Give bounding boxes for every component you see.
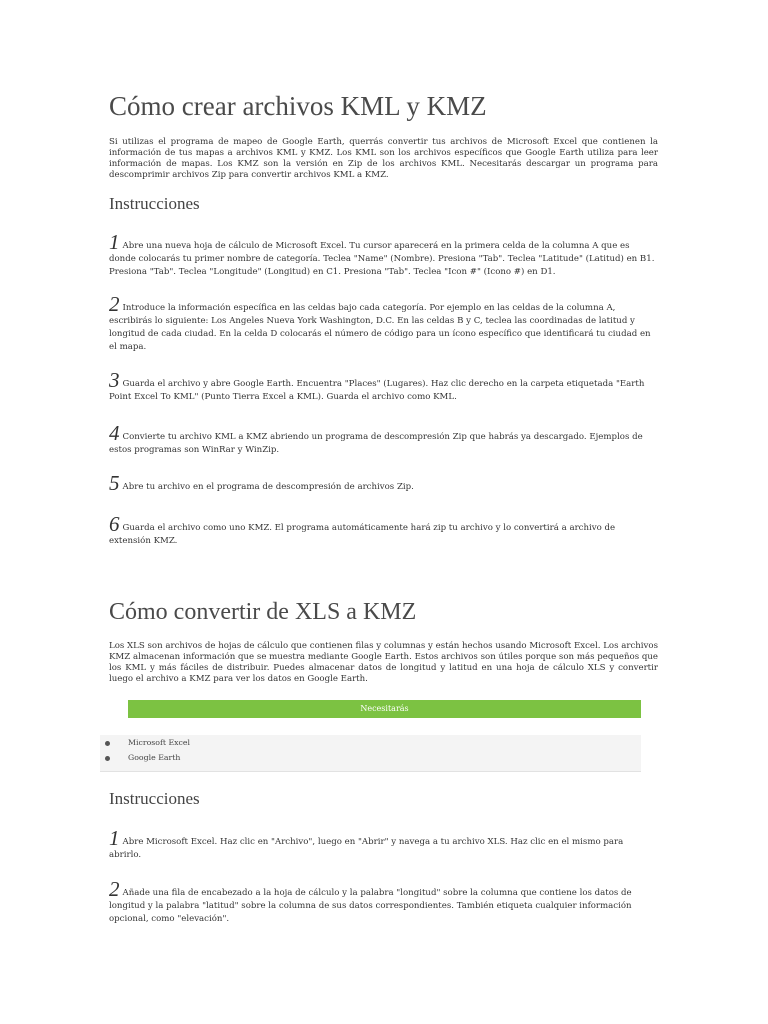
step-text: Guarda el archivo y abre Google Earth. Encuentra "Places" (Lugares). Haz clic derecho en la carpeta etiquetada "Earth Point Excel To KML" (Punto Tierra Excel a KML). Guarda el archivo como KML. [109, 379, 645, 402]
section1-instructions-heading: Instrucciones [109, 194, 200, 213]
section1-step-5 [109, 471, 658, 495]
section2-step-1 [109, 826, 658, 862]
section1-step-2 [109, 292, 658, 354]
bullet-icon [105, 756, 110, 761]
step-number: 2 [109, 292, 120, 316]
step-text: Abre una nueva hoja de cálculo de Microsoft Excel. Tu cursor aparecerá en la primera celda de la columna A que es donde colocarás tu primer nombre de categoría. Teclea "Name" (Nombre). Presiona "Tab". Teclea "Latitude" (Latitud) en B1. Presiona "Tab". Teclea "Longitude" (Longitud) en C1. Presiona "Tab". Teclea "Icon #" (Icono #) en D1. [109, 241, 655, 277]
section1-step-4 [109, 421, 658, 457]
step-text: Introduce la información específica en las celdas bajo cada categoría. Por ejemplo en las celdas de la columna A, escribirás lo siguiente: Los Angeles Nueva York Washington, D.C. En las celdas B y C, teclea las coordinadas de latitud y longitud de cada ciudad. En la celda D colocarás el número de código para un ícono específico que identificará tu ciudad en el mapa. [109, 303, 651, 352]
section2-title: Cómo convertir de XLS a KMZ [109, 599, 417, 625]
section1-title: Cómo crear archivos KML y KMZ [109, 91, 487, 121]
list-item-label: Microsoft Excel [128, 738, 191, 747]
list-item-label: Google Earth [128, 753, 181, 762]
step-text: Convierte tu archivo KML a KMZ abriendo un programa de descompresión Zip que habrás ya descargado. Ejemplos de estos programas son WinRar y WinZip. [109, 432, 643, 455]
bullet-icon [105, 741, 110, 746]
step-text: Abre Microsoft Excel. Haz clic en "Archivo", luego en "Abrir" y navega a tu archivo XLS. Haz clic en el mismo para abrirlo. [109, 837, 624, 860]
step-number: 2 [109, 877, 120, 901]
section2-step-2 [109, 877, 658, 926]
section1-intro: Si utilizas el programa de mapeo de Google Earth, querrás convertir tus archivos de Microsoft Excel que contienen la información de tus mapas a archivos KML y KMZ. Los KML son los archivos específicos que Google Earth utiliza para leer información de mapas. Los KMZ son la versión en Zip de los archivos KML. Necesitarás descargar un programa para descomprimir archivos Zip para convertir archivos KML a KMZ. [109, 137, 658, 180]
step-text: Guarda el archivo como uno KMZ. El programa automáticamente hará zip tu archivo y lo convertirá a archivo de extensión KMZ. [109, 523, 616, 546]
step-number: 1 [109, 230, 120, 254]
section2-intro: Los XLS son archivos de hojas de cálculo que contienen filas y columnas y están hechos usando Microsoft Excel. Los archivos KMZ almacenan información que se muestra mediante Google Earth. Estos archivos son útiles porque son más pequeños que los KML y más fáciles de distribuir. Puedes almacenar datos de longitud y latitud en una hoja de cálculo XLS y convertir luego el archivo a KMZ para ver los datos en Google Earth. [109, 641, 658, 684]
step-text: Abre tu archivo en el programa de descompresión de archivos Zip. [122, 482, 414, 492]
step-number: 1 [109, 826, 120, 850]
step-number: 6 [109, 512, 120, 536]
section1-step-3 [109, 368, 658, 404]
step-number: 5 [109, 471, 120, 495]
section1-step-1 [109, 230, 658, 279]
section1-step-6 [109, 512, 658, 548]
step-number: 4 [109, 421, 120, 445]
needs-header-bar: Necesitarás [128, 700, 641, 718]
step-text: Añade una fila de encabezado a la hoja de cálculo y la palabra "longitud" sobre la columna que contiene los datos de longitud y la palabra "latitud" sobre la columna de sus datos correspondientes. También etiqueta cualquier información opcional, como "elevación". [109, 888, 632, 924]
section2-instructions-heading: Instrucciones [109, 789, 200, 808]
needs-list [100, 735, 641, 772]
step-number: 3 [109, 368, 120, 392]
